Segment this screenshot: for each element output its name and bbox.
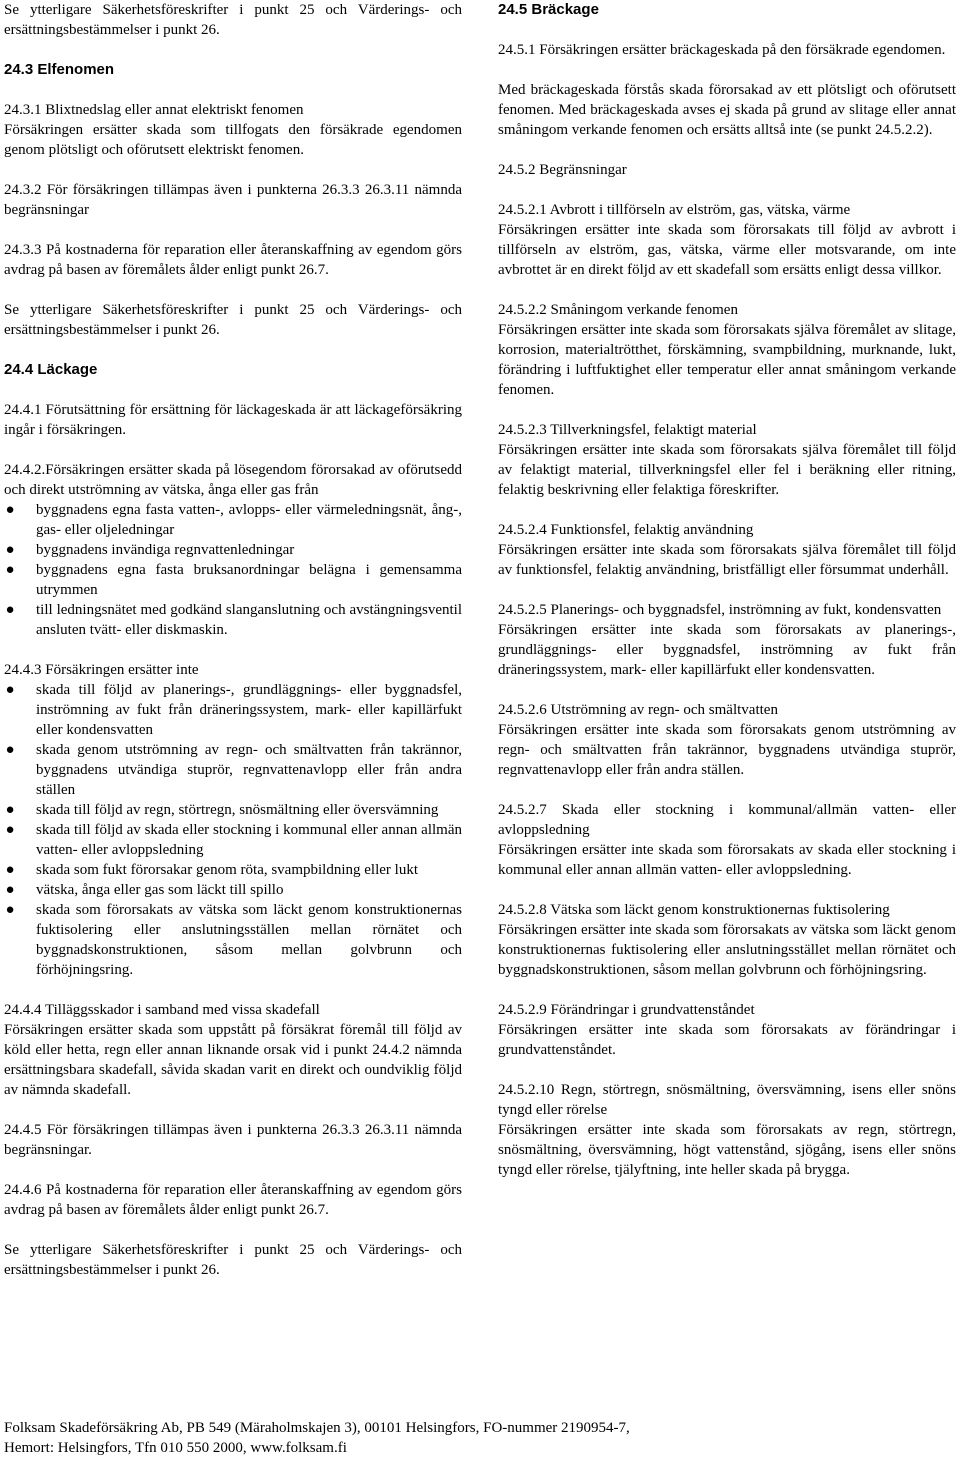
left-column	[4, 0, 462, 1280]
paragraph: 24.3.3 På kostnaderna för reparation eller återanskaffning av egendom görs avdrag på basen av föremålets ålder enligt punkt 26.7.	[4, 242, 462, 278]
bullet-icon: ●	[5, 682, 15, 698]
paragraph: 24.4.1 Förutsättning för ersättning för läckageskada är att läckageförsäkring ingår i försäkringen.	[4, 402, 462, 438]
paragraph: 24.5.1 Försäkringen ersätter bräckageskada på den försäkrade egendomen.	[498, 42, 946, 58]
list-item: ● skada till följd av planerings-, grundläggnings- eller byggnadsfel, inströmning av fukt från dräneringssystem, mark- eller kapillärfukt eller kondensvatten	[5, 682, 462, 738]
list-item: ● skada som förorsakats av vätska som läckt genom konstruktionernas fuktisolering eller anslutningsställen mellan rörnätet och byggnadskonstruktionen, såsom mellan golvbrunn och förhöjningsring.	[5, 902, 462, 978]
paragraph: Med bräckageskada förstås skada förorsakad av ett plötsligt och oförutsett fenomen. Med bräckageskada avses ej skada på grund av slitage eller annat småningom verkande fenomen och ersätts alltså inte (se punkt 24.5.2.2).	[498, 82, 956, 138]
paragraph: 24.5.2.2 Småningom verkande fenomen	[498, 302, 738, 318]
list-item: ● skada som fukt förorsakar genom röta, svampbildning eller lukt	[5, 862, 418, 878]
paragraph: 24.4.2.Försäkringen ersätter skada på lösegendom förorsakad av oförutsedd och direkt utströmning av vätska, ånga eller gas från	[4, 462, 462, 498]
list-item: ● skada genom utströmning av regn- och smältvatten från takrännor, byggnadens utvändiga stuprör, regnvattenavlopp eller från andra ställen	[5, 742, 462, 798]
paragraph: Försäkringen ersätter inte skada som förorsakats av vätska som läckt genom konstruktionernas fuktisolering eller anslutningsstället mellan rörnätet och byggnadskonstruktionen, såsom mellan golvbrunn och förhöjningsring.	[498, 922, 956, 978]
paragraph: 24.4.3 Försäkringen ersätter inte	[4, 662, 199, 678]
paragraph: Försäkringen ersätter inte skada som förorsakats av skada eller stockning i kommunal eller annan allmän vatten- eller avloppsledning.	[498, 842, 956, 878]
list-item: ● byggnadens egna fasta bruksanordningar belägna i gemensamma utrymmen	[5, 562, 462, 598]
paragraph: Försäkringen ersätter skada som uppstått på försäkrat föremål till följd av köld eller hetta, regn eller annan liknande orsak vid i punkt 24.4.2 nämnda ersättningsbara skadefall, såvida skadan varit en direkt och oundviklig följd av nämnda skadefall.	[4, 1022, 462, 1098]
paragraph: Försäkringen ersätter inte skada som förorsakats själva föremålet av slitage, korrosion, materialtrötthet, förskämning, svampbildning, murknande, lukt, förändring i luftfuktighet eller temperatur eller annat småningom verkande fenomen.	[498, 322, 956, 398]
bullet-icon: ●	[5, 822, 15, 838]
list-item: ● byggnadens invändiga regnvattenledningar	[5, 542, 295, 558]
list-item: ● till ledningsnätet med godkänd slanganslutning och avstängningsventil ansluten tvätt- eller diskmaskin.	[5, 602, 462, 638]
right-column	[498, 0, 956, 1180]
paragraph: 24.4.6 På kostnaderna för reparation eller återanskaffning av egendom görs avdrag på basen av föremålets ålder enligt punkt 26.7.	[4, 1182, 462, 1218]
paragraph: 24.5.2.3 Tillverkningsfel, felaktigt material	[498, 422, 757, 438]
section-heading: 24.4 Läckage	[4, 361, 98, 378]
list-item: ● byggnadens egna fasta vatten-, avlopps- eller värmeledningsnät, ång-, gas- eller oljeledningar	[5, 502, 462, 538]
footer-line: Hemort: Helsingfors, Tfn 010 550 2000, www.folksam.fi	[4, 1440, 347, 1456]
bullet-icon: ●	[5, 902, 15, 918]
paragraph: Försäkringen ersätter inte skada som förorsakats själva föremålet till följd av funktionsfel, felaktig användning, bristfälligt eller försummat underhåll.	[498, 542, 956, 578]
list-item: ● vätska, ånga eller gas som läckt till spillo	[5, 882, 284, 898]
bullet-icon: ●	[5, 862, 15, 878]
paragraph: Försäkringen ersätter inte skada som förorsakats själva föremålet till följd av felaktigt material, tillverkningsfel eller fel i beräkning eller ritning, felaktig beskrivning eller felaktiga föreskrifter.	[498, 442, 956, 498]
bullet-icon: ●	[5, 562, 15, 578]
bullet-list	[4, 500, 462, 640]
paragraph: 24.5.2.7 Skada eller stockning i kommunal/allmän vatten- eller avloppsledning	[498, 802, 956, 838]
paragraph: Försäkringen ersätter inte skada som förorsakats av regn, störtregn, snösmältning, översvämning, högt vattenstånd, sjögång, isens eller snöns tyngd eller rörelse, tjälyftning, inte heller skada på brygga.	[498, 1122, 956, 1178]
section-heading: 24.3 Elfenomen	[4, 61, 115, 78]
paragraph: Försäkringen ersätter inte skada som förorsakats av förändringar i grundvattenståndet.	[498, 1022, 956, 1058]
paragraph: Försäkringen ersätter inte skada som förorsakats till följd av avbrott i tillförseln av elström, gas, vätska, värme eller motsvarande, om inte avbrottet är en direkt följd av ett skadefall som ersätts enligt dessa villkor.	[498, 222, 956, 278]
paragraph: Se ytterligare Säkerhetsföreskrifter i punkt 25 och Värderings- och ersättningsbestämmelser i punkt 26.	[4, 2, 462, 38]
bullet-icon: ●	[5, 542, 15, 558]
section-heading: 24.5 Bräckage	[498, 1, 599, 18]
paragraph: 24.4.5 För försäkringen tillämpas även i punkterna 26.3.3 26.3.11 nämnda begränsningar.	[4, 1122, 462, 1158]
paragraph: Se ytterligare Säkerhetsföreskrifter i punkt 25 och Värderings- och ersättningsbestämmelser i punkt 26.	[4, 302, 462, 338]
list-item: ● skada till följd av regn, störtregn, snösmältning eller översvämning	[5, 802, 439, 818]
paragraph: 24.4.4 Tilläggsskador i samband med vissa skadefall	[4, 1002, 320, 1018]
paragraph: 24.5.2.6 Utströmning av regn- och smältvatten	[498, 702, 778, 718]
footer-line: Folksam Skadeförsäkring Ab, PB 549 (Märaholmskajen 3), 00101 Helsingfors, FO-nummer 2190954-7,	[4, 1420, 630, 1436]
paragraph: 24.5.2.4 Funktionsfel, felaktig användning	[498, 522, 754, 538]
page-footer	[4, 1418, 944, 1458]
bullet-icon: ●	[5, 802, 15, 818]
paragraph: 24.3.1 Blixtnedslag eller annat elektriskt fenomen	[4, 102, 304, 118]
bullet-icon: ●	[5, 602, 15, 618]
list-item: ● skada till följd av skada eller stockning i kommunal eller annan allmän vatten- eller avloppsledning	[5, 822, 462, 858]
paragraph: 24.5.2.9 Förändringar i grundvattenståndet	[498, 1002, 755, 1018]
paragraph: Försäkringen ersätter skada som tillfogats den försäkrade egendomen genom plötsligt och oförutsett elektriskt fenomen.	[4, 122, 462, 158]
bullet-list	[4, 680, 462, 980]
paragraph: 24.5.2.8 Vätska som läckt genom konstruktionernas fuktisolering	[498, 902, 890, 918]
bullet-icon: ●	[5, 742, 15, 758]
bullet-icon: ●	[5, 502, 15, 518]
paragraph: 24.5.2.10 Regn, störtregn, snösmältning, översvämning, isens eller snöns tyngd eller rörelse	[498, 1082, 956, 1118]
paragraph: Försäkringen ersätter inte skada som förorsakats genom utströmning av regn- och smältvatten från takrännor, byggnadens utvändiga stuprör, regnvattenavlopp eller från andra ställen.	[498, 722, 956, 778]
bullet-icon: ●	[5, 882, 15, 898]
paragraph: Se ytterligare Säkerhetsföreskrifter i punkt 25 och Värderings- och ersättningsbestämmelser i punkt 26.	[4, 1242, 462, 1278]
paragraph: 24.3.2 För försäkringen tillämpas även i punkterna 26.3.3 26.3.11 nämnda begränsningar	[4, 182, 462, 218]
paragraph: 24.5.2.5 Planerings- och byggnadsfel, inströmning av fukt, kondensvatten	[498, 602, 942, 618]
paragraph: 24.5.2 Begränsningar	[498, 162, 627, 178]
paragraph: Försäkringen ersätter inte skada som förorsakats av planerings-, grundläggnings- eller byggnadsfel, inströmning av fukt från dräneringssystem, mark- eller kapillärfukt eller kondensvatten.	[498, 622, 956, 678]
paragraph: 24.5.2.1 Avbrott i tillförseln av elström, gas, vätska, värme	[498, 202, 851, 218]
